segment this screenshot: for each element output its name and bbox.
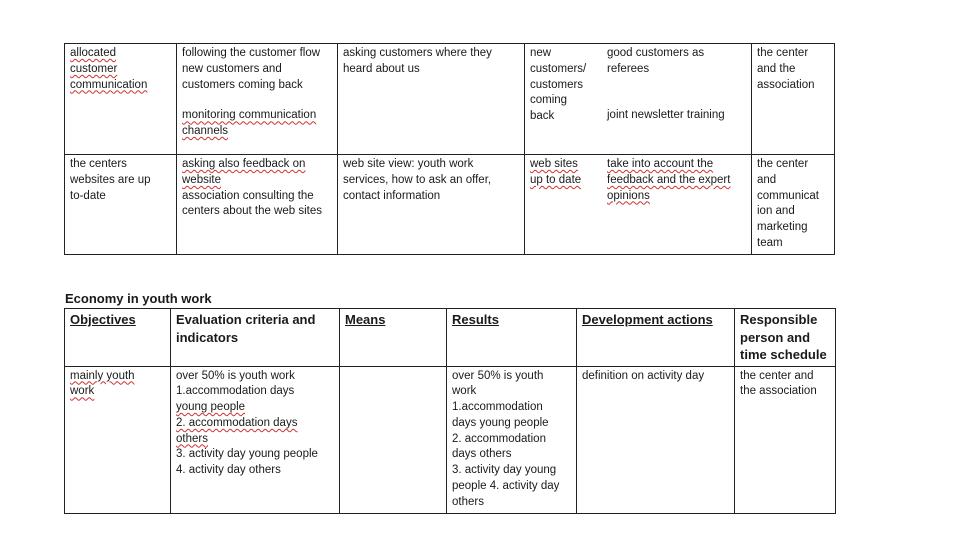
cell-text: the center (757, 47, 809, 59)
table-cell (752, 155, 835, 255)
cell-columns (525, 155, 751, 206)
cell-text: customers (530, 78, 584, 91)
table-cell (577, 366, 735, 513)
cell-text: asking customers where they (343, 47, 492, 59)
cell-text: back (530, 110, 555, 123)
table-cell (735, 366, 836, 513)
header-results: Results (447, 309, 577, 367)
cell-text: and the (757, 62, 796, 75)
cell-text: up to date (530, 173, 582, 186)
section-title: Economy in youth work (65, 291, 212, 306)
blank-line (607, 93, 725, 108)
cell-text: young people (176, 401, 246, 414)
cell-text: team (757, 236, 783, 249)
customer-communication-table (64, 43, 835, 255)
cell-text: and (757, 173, 777, 186)
header-means: Means (340, 309, 447, 367)
table-cell (525, 155, 752, 255)
table-cell (752, 44, 835, 155)
cell-text: customer (70, 62, 118, 75)
cell-text: others (452, 495, 484, 508)
table-row (65, 366, 836, 513)
cell-text: website (182, 173, 221, 186)
table-cell (65, 44, 177, 155)
cell-text: marketing (757, 221, 808, 234)
cell-text: 1.accommodation (452, 401, 543, 414)
table-cell (171, 366, 340, 513)
cell-text: days others (452, 448, 512, 461)
cell-text: coming (530, 94, 568, 107)
cell-text: feedback and the expert (607, 173, 731, 186)
cell-text: asking also feedback on (182, 158, 306, 170)
table-cell-means (340, 366, 447, 513)
header-objectives: Objectives (65, 309, 171, 367)
cell-text: 2. accommodation days (176, 416, 298, 429)
table-row (65, 155, 835, 255)
header-development: Development actions (577, 309, 735, 367)
cell-text: centers about the web sites (182, 205, 322, 218)
cell-text: 1.accommodation days (176, 385, 295, 398)
cell-subcolumn (525, 44, 607, 127)
cell-text: to-date (70, 189, 106, 202)
cell-text: people 4. activity day (452, 480, 560, 493)
cell-text: 2. accommodation (452, 432, 546, 445)
cell-text: 3. activity day young people (176, 448, 318, 461)
table-header-row (65, 309, 836, 367)
cell-text: communication (70, 78, 148, 91)
table-cell (338, 44, 525, 155)
cell-text: the centers (70, 158, 127, 170)
cell-text: others (176, 432, 208, 445)
cell-text: work (452, 385, 477, 398)
cell-subcolumn (607, 44, 725, 127)
table-cell (447, 366, 577, 513)
cell-text: take into account the (607, 158, 714, 170)
cell-text: web sites (530, 158, 578, 170)
cell-text: customers coming back (182, 78, 303, 91)
blank-line (607, 78, 725, 93)
cell-text: the center and (740, 369, 814, 382)
cell-text: mainly youth (70, 369, 135, 382)
cell-text: allocated (70, 47, 117, 59)
cell-text: new customers and (182, 62, 282, 75)
cell-text: monitoring communication (182, 109, 317, 122)
header-criteria: Evaluation criteria and indicators (171, 309, 340, 367)
cell-text: opinions (607, 189, 650, 202)
cell-text: customers/ (530, 62, 587, 75)
cell-text: the association (740, 385, 817, 398)
header-responsible: Responsible person and time schedule (735, 309, 836, 367)
cell-text: the center (757, 158, 809, 170)
cell-text: following the customer flow (182, 47, 321, 59)
table-cell (65, 155, 177, 255)
cell-text: services, how to ask an offer, (343, 173, 492, 186)
cell-text: over 50% is youth work (176, 369, 295, 382)
cell-text: web site view: youth work (343, 158, 474, 170)
cell-text: good customers as (607, 47, 705, 59)
table-cell (177, 155, 338, 255)
cell-text: 4. activity day others (176, 464, 281, 477)
cell-text: channels (182, 125, 229, 138)
cell-text: definition on activity day (582, 369, 705, 382)
cell-text: websites are up (70, 173, 151, 186)
cell-text: heard about us (343, 62, 420, 75)
cell-columns (525, 44, 751, 127)
cell-subcolumn (525, 155, 607, 206)
table-cell (65, 366, 171, 513)
blank-line (182, 93, 332, 108)
cell-text: work (70, 385, 95, 398)
cell-text: ion and (757, 205, 795, 218)
table-cell (525, 44, 752, 155)
cell-text: communicat (757, 189, 819, 202)
youth-work-economy-table (64, 308, 836, 514)
cell-text: association consulting the (182, 189, 314, 202)
cell-text: contact information (343, 189, 441, 202)
table-cell (338, 155, 525, 255)
table-row (65, 44, 835, 155)
table-cell (177, 44, 338, 155)
cell-text: 3. activity day young (452, 464, 557, 477)
cell-text: over 50% is youth (452, 369, 544, 382)
cell-text: referees (607, 62, 650, 75)
cell-text: joint newsletter training (607, 108, 725, 121)
cell-text: new (530, 47, 552, 59)
cell-text: days young people (452, 416, 549, 429)
cell-subcolumn (607, 155, 730, 206)
cell-text: association (757, 78, 815, 91)
